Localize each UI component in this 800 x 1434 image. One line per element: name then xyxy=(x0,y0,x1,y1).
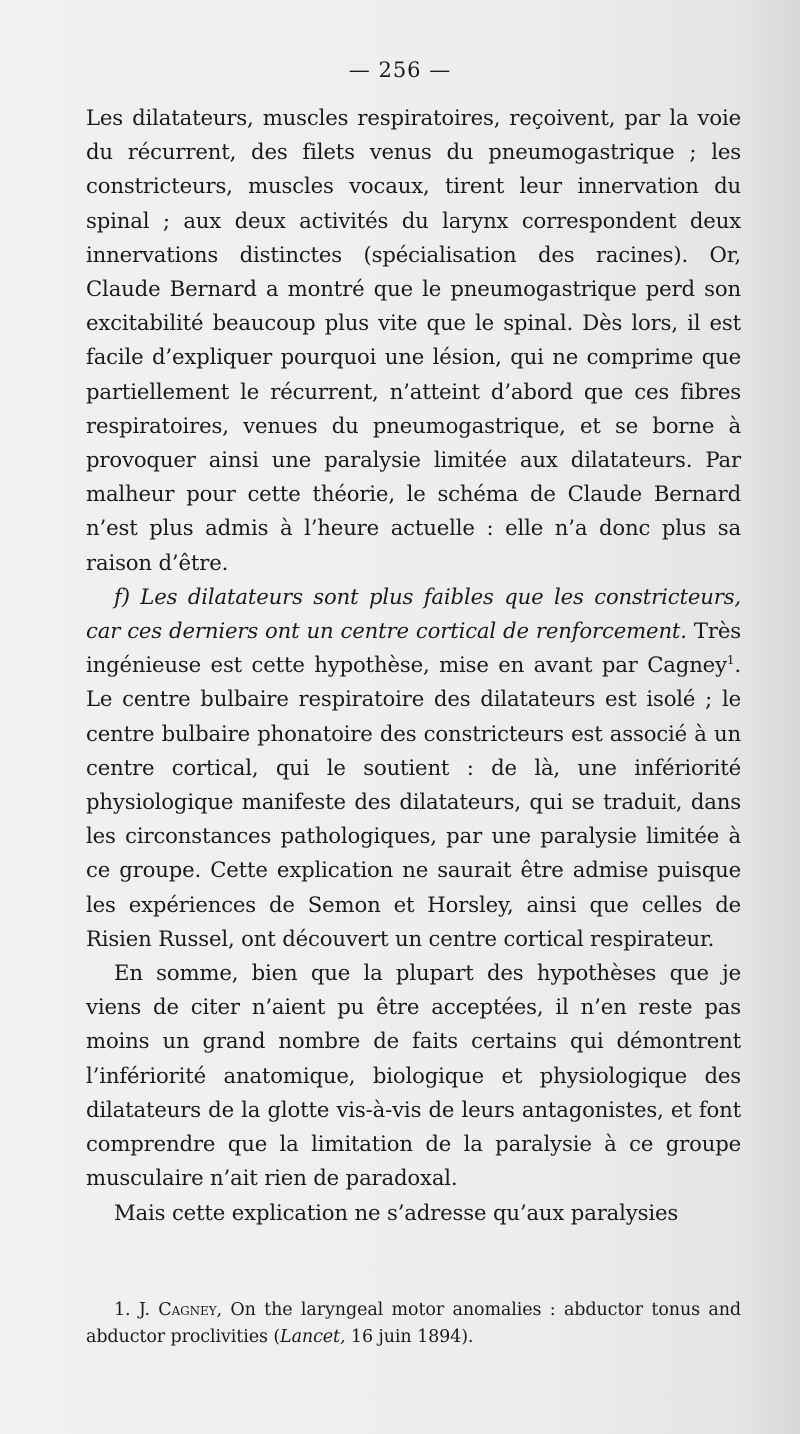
footnote xyxy=(86,1297,741,1351)
paragraph: Mais cette explication ne s’adresse qu’aux paralysies xyxy=(114,1199,679,1225)
footnote-title: On the laryngeal motor anomalies : abductor tonus and abductor proclivities ( xyxy=(86,1300,741,1347)
italic-heading: f) Les dilatateurs sont plus faibles que les constricteurs, car ces derniers ont un centre cortical de renforcement. xyxy=(86,583,741,644)
footnote-number: 1. xyxy=(114,1300,131,1320)
paragraph-text: Très ingénieuse est cette hypothèse, mise en avant par Cagney xyxy=(86,618,741,678)
footnote-journal: Lancet, xyxy=(280,1327,346,1347)
page-number: — 256 — xyxy=(348,58,452,82)
footnote-reference: 1 xyxy=(726,653,735,668)
paragraph-text: . Le centre bulbaire respiratoire des dilatateurs est isolé ; le centre bulbaire phonatoire des constricteurs est associé à un centre cortical, qui le soutient : de là, une infériorité physiologique manifeste des dilatateurs, qui se traduit, dans les circonstances pathologiques, par une paralysie limitée à ce groupe. Cette explication ne saurait être admise puisque les expériences de Semon et Horsley, ainsi que celles de Risien Russel, ont découvert un centre cortical respirateur. xyxy=(86,652,741,951)
paragraph-hypothesis-f xyxy=(86,580,741,956)
paragraph: Les dilatateurs, muscles respiratoires, reçoivent, par la voie du récurrent, des filets venus du pneumogastrique ; les constricteurs, muscles vocaux, tirent leur innervation du spinal ; aux deux activités du larynx correspondent deux innervations distinctes (spécialisation des racines). Or, Claude Bernard a montré que le pneumogastrique perd son excitabilité beaucoup plus vite que le spinal. Dès lors, il est facile d’expliquer pourquoi une lésion, qui ne comprime que partiellement le récurrent, n’atteint d’abord que ces fibres respiratoires, venues du pneumogastrique, et se borne à provoquer ainsi une paralysie limitée aux dilatateurs. Par malheur pour cette théorie, le schéma de Claude Bernard n’est plus admis à l’heure actuelle : elle n’a donc plus sa raison d’être. xyxy=(86,105,741,575)
footnote-date: 16 juin 1894). xyxy=(350,1327,474,1347)
footnote-author: J. Cagney, xyxy=(138,1300,222,1320)
paragraph: En somme, bien que la plupart des hypothèses que je viens de citer n’aient pu être acceptées, il n’en reste pas moins un grand nombre de faits certains qui démontrent l’infériorité anatomique, biologique et physiologique des dilatateurs de la glotte vis-à-vis de leurs antagonistes, et font comprendre que la limitation de la paralysie à ce groupe musculaire n’ait rien de paradoxal. xyxy=(86,960,741,1191)
body-text xyxy=(86,101,741,1230)
